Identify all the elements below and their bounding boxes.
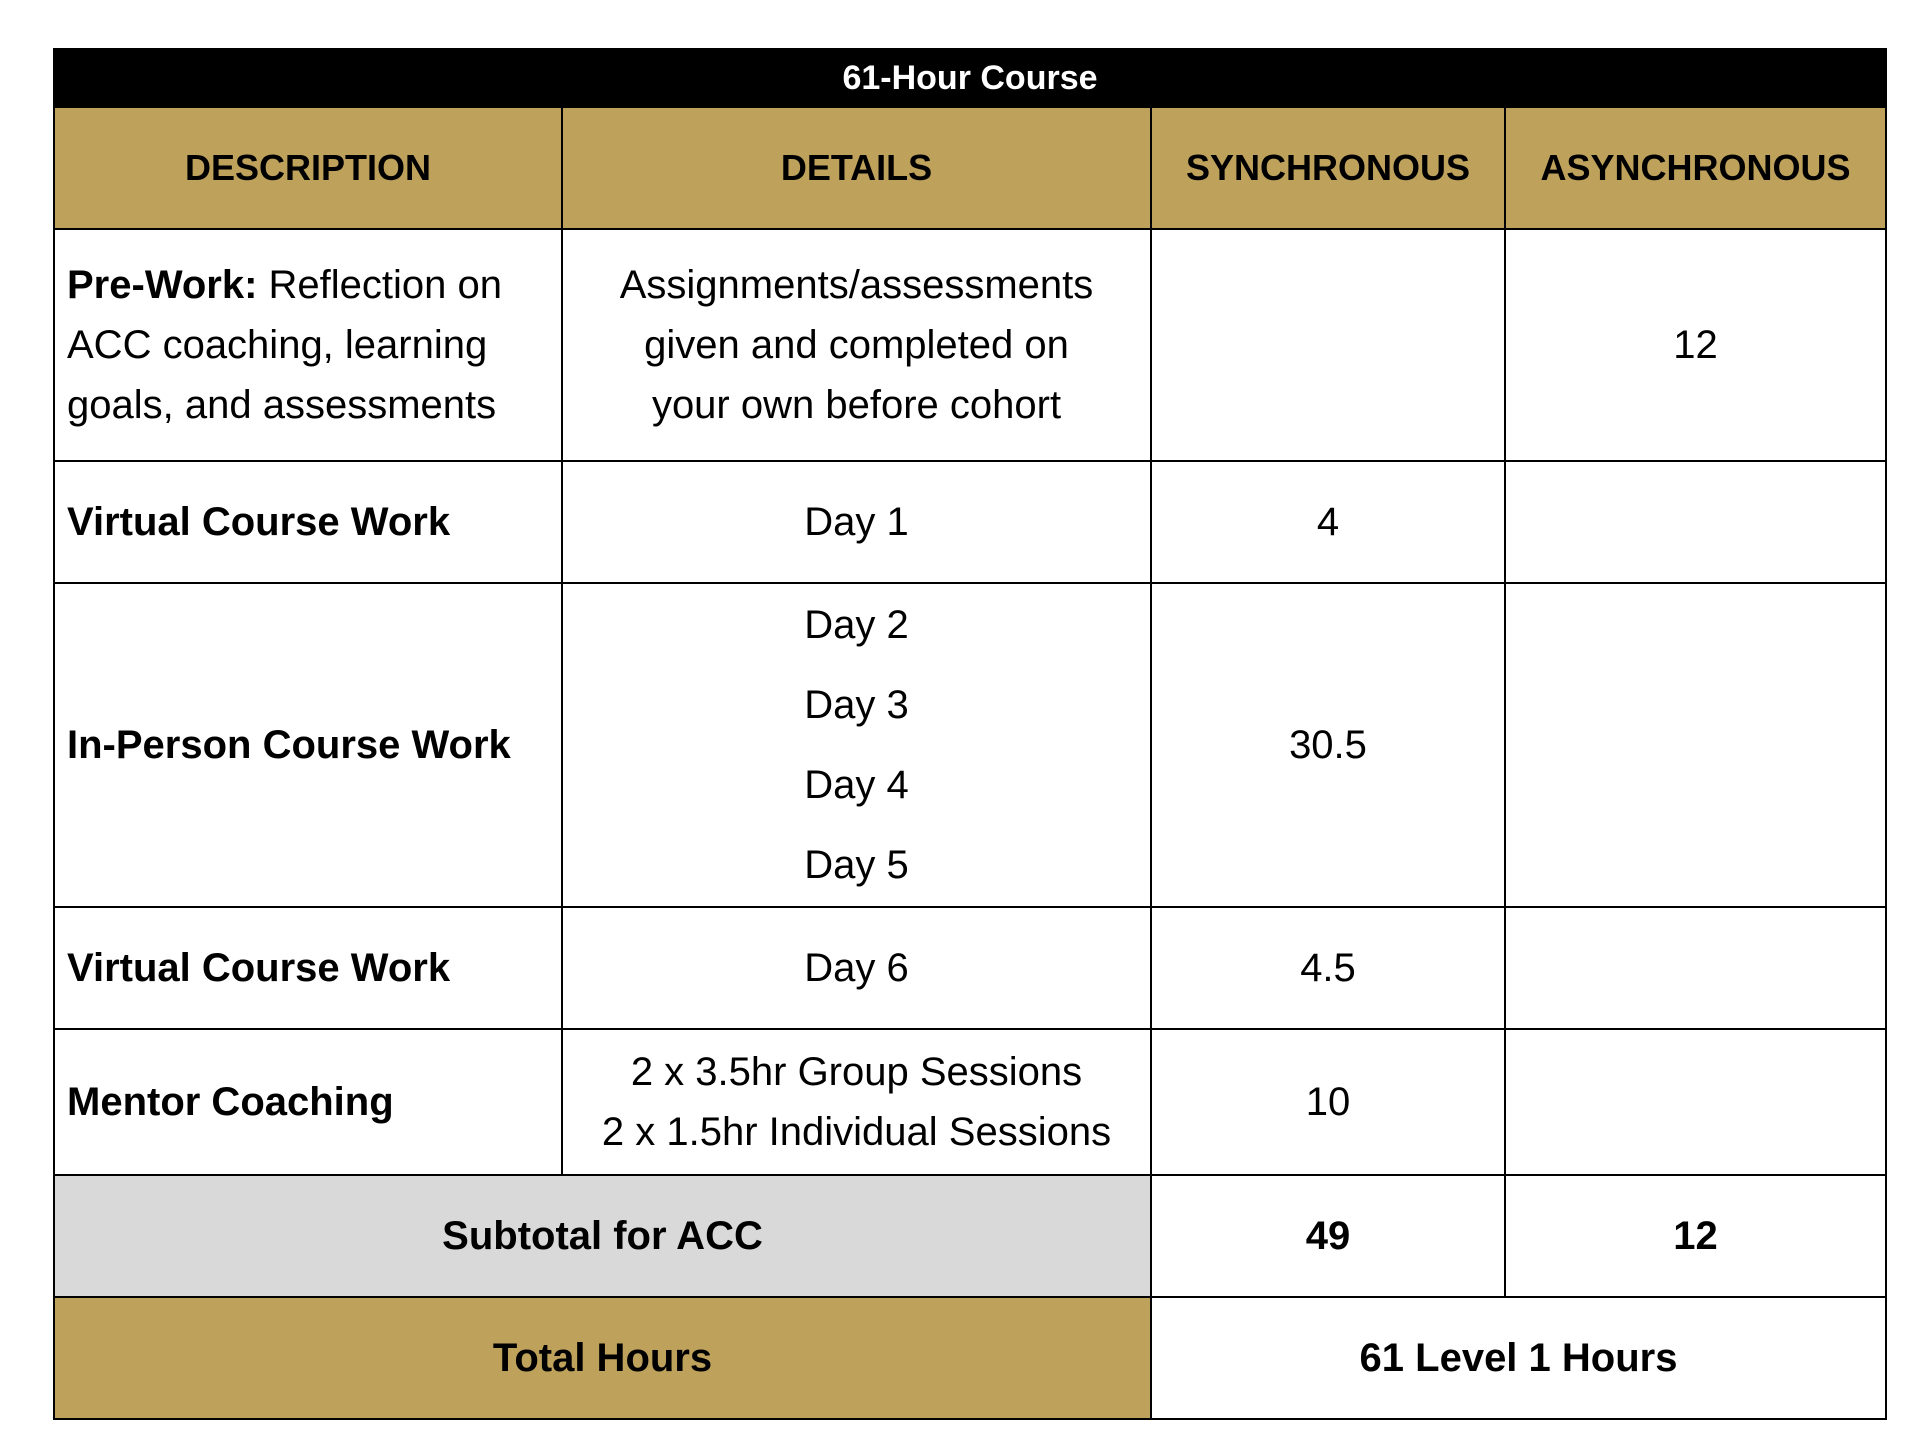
table-row-virtual-1 xyxy=(54,461,1886,583)
table-header-row xyxy=(54,107,1886,229)
row-synchronous: 4.5 xyxy=(1151,907,1505,1029)
details-line: 2 x 3.5hr Group Sessions xyxy=(630,1050,1083,1094)
header-asynchronous: ASYNCHRONOUS xyxy=(1505,107,1886,229)
row-description-bold: Pre-Work: xyxy=(67,263,258,307)
row-description xyxy=(54,229,562,461)
row-details xyxy=(562,1029,1151,1175)
row-description: In-Person Course Work xyxy=(54,583,562,907)
row-asynchronous xyxy=(1505,907,1886,1029)
table-row-prework xyxy=(54,229,1886,461)
row-description-text: Reflection on ACC coaching, learning goals, and assessments xyxy=(67,263,503,427)
row-synchronous: 30.5 xyxy=(1151,583,1505,907)
row-asynchronous xyxy=(1505,1029,1886,1175)
table-row-mentor-coaching xyxy=(54,1029,1886,1175)
subtotal-label: Subtotal for ACC xyxy=(54,1175,1151,1297)
details-line: given and completed on xyxy=(644,323,1069,367)
row-details: Day 1 xyxy=(562,461,1151,583)
table-title-row xyxy=(54,49,1886,107)
table-title: 61-Hour Course xyxy=(54,49,1886,107)
row-description: Mentor Coaching xyxy=(54,1029,562,1175)
details-line: Day 3 xyxy=(804,683,909,727)
total-value: 61 Level 1 Hours xyxy=(1151,1297,1886,1419)
row-asynchronous xyxy=(1505,583,1886,907)
row-asynchronous: 12 xyxy=(1505,229,1886,461)
subtotal-synchronous: 49 xyxy=(1151,1175,1505,1297)
row-synchronous xyxy=(1151,229,1505,461)
details-line: Assignments/assessments xyxy=(619,263,1094,307)
subtotal-asynchronous: 12 xyxy=(1505,1175,1886,1297)
row-description: Virtual Course Work xyxy=(54,461,562,583)
header-description: DESCRIPTION xyxy=(54,107,562,229)
details-line: Day 4 xyxy=(804,763,909,807)
table-row-in-person xyxy=(54,583,1886,907)
details-line: Day 2 xyxy=(804,603,909,647)
row-details: Day 6 xyxy=(562,907,1151,1029)
row-synchronous: 10 xyxy=(1151,1029,1505,1175)
table-row-total xyxy=(54,1297,1886,1419)
details-line: Day 5 xyxy=(804,843,909,887)
row-synchronous: 4 xyxy=(1151,461,1505,583)
header-synchronous: SYNCHRONOUS xyxy=(1151,107,1505,229)
course-hours-table xyxy=(53,48,1887,1420)
row-details xyxy=(562,229,1151,461)
details-line: 2 x 1.5hr Individual Sessions xyxy=(601,1110,1112,1154)
header-details: DETAILS xyxy=(562,107,1151,229)
table-row-virtual-2 xyxy=(54,907,1886,1029)
details-line: your own before cohort xyxy=(651,383,1062,427)
row-asynchronous xyxy=(1505,461,1886,583)
total-label: Total Hours xyxy=(54,1297,1151,1419)
row-description: Virtual Course Work xyxy=(54,907,562,1029)
row-details xyxy=(562,583,1151,907)
table-row-subtotal xyxy=(54,1175,1886,1297)
